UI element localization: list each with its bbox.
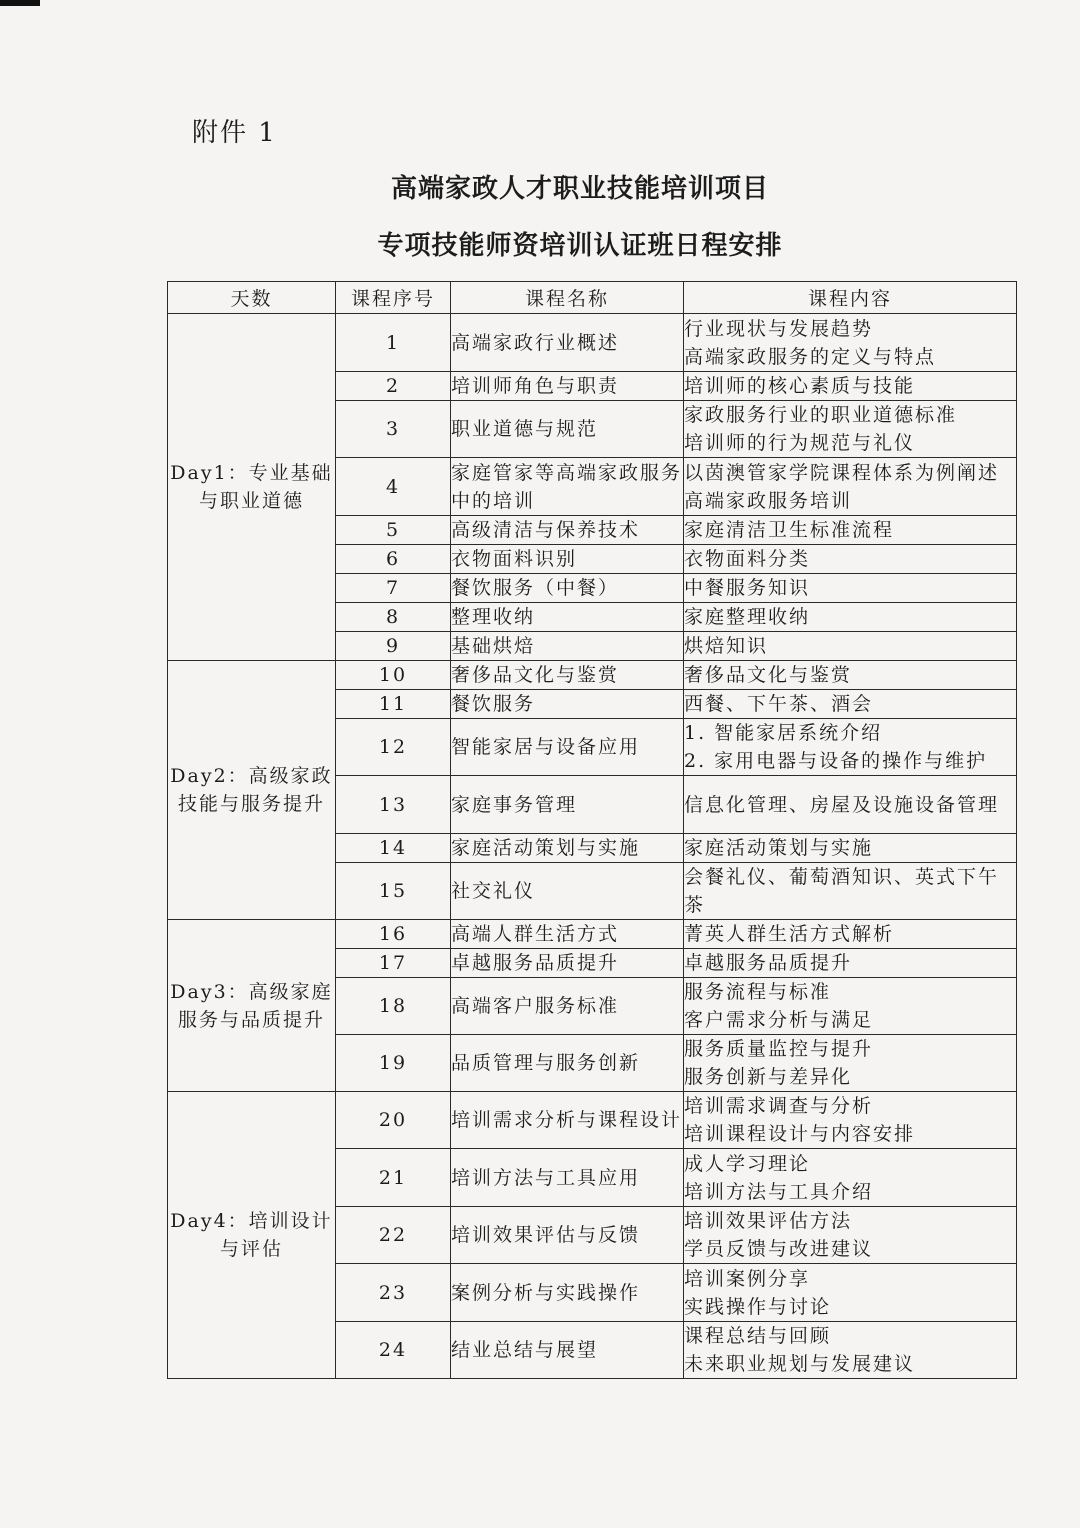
table-row: [168, 920, 1017, 949]
course-name-cell: 高端人群生活方式: [451, 920, 684, 949]
course-number-cell: 17: [336, 949, 451, 978]
header-course-name: 课程名称: [451, 282, 684, 314]
day-cell: Day2：高级家政技能与服务提升: [168, 661, 336, 920]
header-course-number: 课程序号: [336, 282, 451, 314]
course-number-cell: 9: [336, 632, 451, 661]
course-name-cell: 衣物面料识别: [451, 545, 684, 574]
course-content-line: 培训师的核心素质与技能: [684, 375, 916, 397]
course-name-cell: 整理收纳: [451, 603, 684, 632]
course-name-cell: 高级清洁与保养技术: [451, 516, 684, 545]
course-content-cell: [684, 920, 1017, 949]
course-name-cell: 培训需求分析与课程设计: [451, 1092, 684, 1149]
day-cell: Day3：高级家庭服务与品质提升: [168, 920, 336, 1092]
course-content-cell: [684, 776, 1017, 834]
course-content-line: 家庭活动策划与实施: [684, 837, 874, 859]
course-content-line: 家庭整理收纳: [684, 606, 811, 628]
header-course-content: 课程内容: [684, 282, 1017, 314]
course-name-cell: 家庭活动策划与实施: [451, 834, 684, 863]
course-content-line: 培训需求调查与分析: [684, 1095, 874, 1117]
course-content-line: 中餐服务知识: [684, 577, 811, 599]
course-name-cell: 社交礼仪: [451, 863, 684, 920]
course-content-cell: [684, 719, 1017, 776]
table-row: [168, 314, 1017, 372]
course-content-cell: [684, 690, 1017, 719]
course-number-cell: 10: [336, 661, 451, 690]
course-content-line: 菁英人群生活方式解析: [684, 923, 895, 945]
course-number-cell: 1: [336, 314, 451, 372]
course-content-line: 烘焙知识: [684, 635, 769, 657]
course-number-cell: 13: [336, 776, 451, 834]
document-title: 高端家政人才职业技能培训项目: [390, 174, 769, 204]
course-number-cell: 23: [336, 1264, 451, 1322]
course-content-line: 高端家政服务的定义与特点: [684, 345, 937, 368]
course-content-line: 西餐、下午茶、酒会: [684, 693, 874, 715]
course-content-cell: [684, 1264, 1017, 1322]
course-content-line: 培训方法与工具介绍: [684, 1180, 874, 1203]
course-name-cell: 培训效果评估与反馈: [451, 1207, 684, 1264]
course-content-line: 以茵澳管家学院课程体系为例阐述高端家政服务培训: [684, 461, 1000, 512]
table-row: [168, 1092, 1017, 1149]
day-cell: Day1：专业基础与职业道德: [168, 314, 336, 661]
course-content-cell: [684, 949, 1017, 978]
schedule-body: [168, 314, 1017, 1379]
course-name-cell: 卓越服务品质提升: [451, 949, 684, 978]
course-content-line: 信息化管理、房屋及设施设备管理: [684, 793, 1000, 816]
course-number-cell: 4: [336, 458, 451, 516]
course-content-line: 服务创新与差异化: [684, 1066, 853, 1088]
course-number-cell: 6: [336, 545, 451, 574]
course-number-cell: 18: [336, 978, 451, 1035]
course-content-cell: [684, 401, 1017, 458]
day-cell: Day4：培训设计与评估: [168, 1092, 336, 1379]
course-name-cell: 基础烘焙: [451, 632, 684, 661]
course-number-cell: 24: [336, 1322, 451, 1379]
course-number-cell: 16: [336, 920, 451, 949]
course-content-cell: [684, 574, 1017, 603]
course-number-cell: 3: [336, 401, 451, 458]
course-name-cell: 家庭事务管理: [451, 776, 684, 834]
course-number-cell: 21: [336, 1149, 451, 1207]
course-content-line: 培训师的行为规范与礼仪: [684, 432, 916, 454]
course-content-line: 服务流程与标准: [684, 981, 832, 1003]
course-content-line: 服务质量监控与提升: [684, 1038, 874, 1060]
document-subtitle: 专项技能师资培训认证班日程安排: [377, 231, 783, 261]
attachment-label: 附件 1: [192, 118, 277, 148]
course-name-cell: 培训师角色与职责: [451, 372, 684, 401]
course-content-cell: [684, 458, 1017, 516]
course-content-line: 培训效果评估方法: [684, 1210, 853, 1232]
course-name-cell: 餐饮服务: [451, 690, 684, 719]
course-content-cell: [684, 978, 1017, 1035]
course-name-cell: 品质管理与服务创新: [451, 1035, 684, 1092]
course-content-line: 学员反馈与改进建议: [684, 1238, 874, 1260]
course-content-cell: [684, 516, 1017, 545]
course-content-line: 会餐礼仪、葡萄酒知识、英式下午茶: [684, 866, 1000, 916]
course-content-cell: [684, 1207, 1017, 1264]
course-number-cell: 14: [336, 834, 451, 863]
course-name-cell: 结业总结与展望: [451, 1322, 684, 1379]
course-content-line: 2. 家用电器与设备的操作与维护: [684, 750, 988, 772]
course-name-cell: 高端客户服务标准: [451, 978, 684, 1035]
course-content-line: 客户需求分析与满足: [684, 1009, 874, 1031]
course-number-cell: 5: [336, 516, 451, 545]
course-content-cell: [684, 1092, 1017, 1149]
course-content-cell: [684, 603, 1017, 632]
course-content-cell: [684, 632, 1017, 661]
course-number-cell: 2: [336, 372, 451, 401]
course-content-line: 课程总结与回顾: [684, 1325, 832, 1347]
course-content-line: 未来职业规划与发展建议: [684, 1353, 916, 1375]
course-content-cell: [684, 863, 1017, 920]
course-content-line: 家政服务行业的职业道德标准: [684, 404, 958, 426]
course-content-cell: [684, 834, 1017, 863]
course-content-line: 培训案例分享: [684, 1267, 811, 1290]
course-content-line: 家庭清洁卫生标准流程: [684, 519, 895, 541]
course-name-cell: 智能家居与设备应用: [451, 719, 684, 776]
course-content-line: 培训课程设计与内容安排: [684, 1123, 916, 1145]
course-content-cell: [684, 1149, 1017, 1207]
course-name-cell: 餐饮服务（中餐）: [451, 574, 684, 603]
course-content-line: 1. 智能家居系统介绍: [684, 722, 883, 744]
course-content-cell: [684, 1035, 1017, 1092]
course-name-cell: 职业道德与规范: [451, 401, 684, 458]
course-number-cell: 8: [336, 603, 451, 632]
course-content-cell: [684, 1322, 1017, 1379]
scan-edge-mark: [0, 0, 40, 6]
course-content-line: 衣物面料分类: [684, 548, 811, 570]
table-header-row: [168, 282, 1017, 314]
course-number-cell: 7: [336, 574, 451, 603]
course-content-line: 奢侈品文化与鉴赏: [684, 664, 853, 686]
course-content-cell: [684, 314, 1017, 372]
course-name-cell: 案例分析与实践操作: [451, 1264, 684, 1322]
header-day: 天数: [168, 282, 336, 314]
course-number-cell: 11: [336, 690, 451, 719]
course-content-cell: [684, 545, 1017, 574]
course-content-cell: [684, 661, 1017, 690]
course-name-cell: 家庭管家等高端家政服务中的培训: [451, 458, 684, 516]
course-name-cell: 奢侈品文化与鉴赏: [451, 661, 684, 690]
course-name-cell: 高端家政行业概述: [451, 314, 684, 372]
course-content-line: 卓越服务品质提升: [684, 952, 853, 974]
course-content-line: 行业现状与发展趋势: [684, 317, 874, 340]
course-name-cell: 培训方法与工具应用: [451, 1149, 684, 1207]
course-number-cell: 20: [336, 1092, 451, 1149]
table-row: [168, 661, 1017, 690]
course-content-cell: [684, 372, 1017, 401]
course-content-line: 实践操作与讨论: [684, 1295, 832, 1318]
schedule-table: [167, 281, 1017, 1379]
course-number-cell: 19: [336, 1035, 451, 1092]
course-content-line: 成人学习理论: [684, 1152, 811, 1175]
course-number-cell: 15: [336, 863, 451, 920]
course-number-cell: 22: [336, 1207, 451, 1264]
course-number-cell: 12: [336, 719, 451, 776]
